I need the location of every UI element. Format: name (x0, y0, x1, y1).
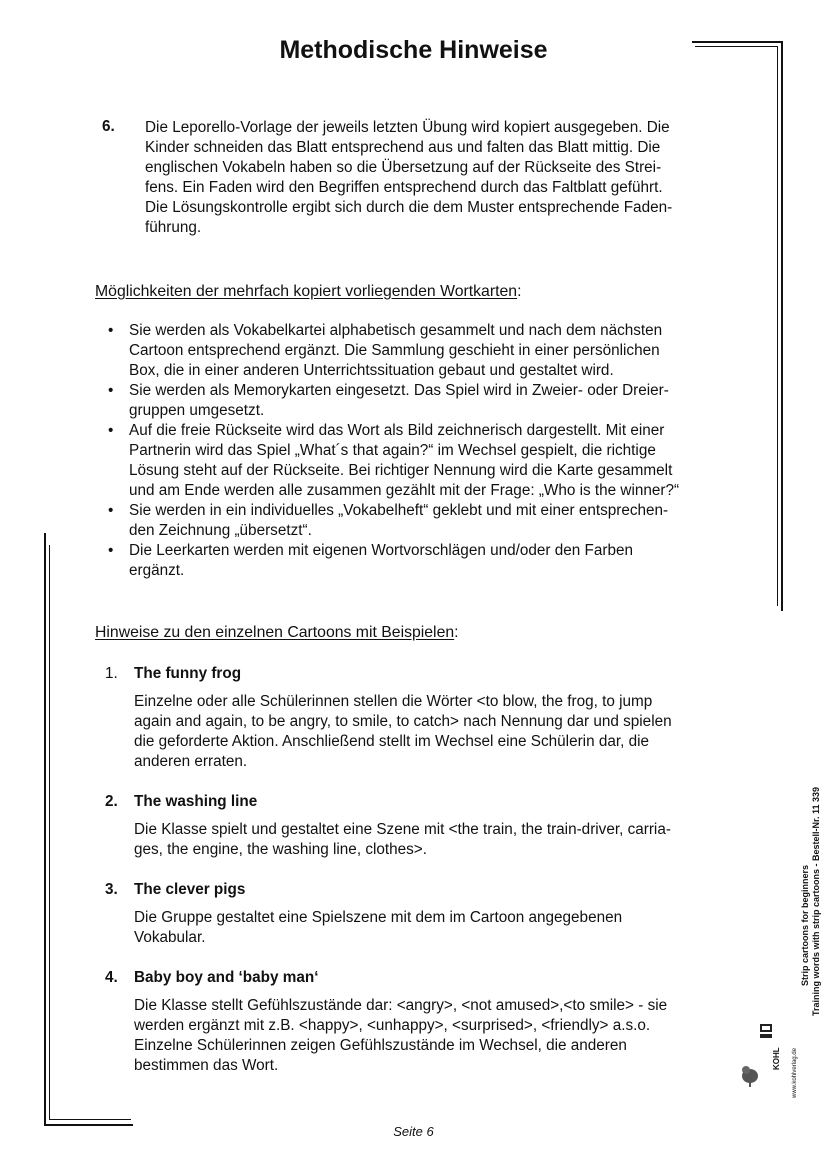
cartoon-description (134, 820, 724, 860)
cartoon-item-4 (105, 968, 725, 1076)
text-line: bestimmen das Wort. (134, 1057, 279, 1074)
text-line: Lösung steht auf der Rückseite. Bei richtiger Nennung wird die Karte gesammelt (129, 462, 673, 479)
text-line: ergänzt. (129, 562, 185, 579)
section-heading-cartoons (95, 624, 459, 642)
sidebar-line-1: Strip cartoons for beginners (800, 864, 810, 986)
bullet-icon: • (108, 542, 114, 559)
text-line: Auf die freie Rückseite wird das Wort als Bild zeichnerisch dargestellt. Mit einer (129, 422, 665, 439)
text-line: Die Gruppe gestaltet eine Spielszene mit dem im Cartoon angegebenen (134, 909, 623, 926)
bullet-icon: • (108, 502, 114, 519)
list-item (108, 541, 728, 581)
cartoon-number: 4. (105, 969, 118, 986)
text-line: again and again, to be angry, to smile, to catch> nach Nennung dar und spielen (134, 713, 672, 730)
step-6-paragraph (145, 118, 735, 238)
text-line: Die Klasse spielt und gestaltet eine Szene mit <the train, the train-driver, carria- (134, 821, 671, 838)
cartoon-number: 1. (105, 665, 118, 682)
heading-colon: : (454, 624, 459, 641)
text-line: den Zeichnung „übersetzt“. (129, 522, 312, 539)
text-line: anderen erraten. (134, 753, 248, 770)
text-line: und am Ende werden alle zusammen gezählt mit der Frage: „Who is the winner?“ (129, 482, 680, 499)
page-title: Methodische Hinweise (279, 36, 548, 64)
step-number: 6. (102, 118, 115, 135)
section-heading-wortkarten (95, 283, 521, 301)
tree-logo-icon (740, 1018, 790, 1090)
text-line: englischen Vokabeln haben so die Übersetzung auf der Rückseite des Strei- (145, 159, 662, 176)
cartoon-number: 2. (105, 793, 118, 810)
cartoon-item-1 (105, 664, 725, 772)
text-line: Vokabular. (134, 929, 206, 946)
text-line: die geforderte Aktion. Anschließend stellt im Wechsel eine Schülerin dar, die (134, 733, 649, 750)
cartoon-title: The washing line (134, 793, 258, 810)
text-line: Einzelne Schülerinnen zeigen Gefühlszustände im Wechsel, die anderen (134, 1037, 627, 1054)
text-line: Partnerin wird das Spiel „What´s that again?“ im Wechsel gespielt, die richtige (129, 442, 656, 459)
sidebar-product-info (800, 787, 822, 1016)
wortkarten-list (108, 321, 728, 581)
publisher-name: KOHL (772, 1047, 781, 1070)
cartoon-number: 3. (105, 881, 118, 898)
frame-line-top-right-v2 (777, 46, 778, 606)
page-number: Seite 6 (393, 1124, 434, 1139)
cartoon-description (134, 908, 724, 948)
cartoon-title: The clever pigs (134, 881, 246, 898)
text-line: Sie werden als Vokabelkartei alphabetisch gesammelt und nach dem nächsten (129, 322, 663, 339)
heading-text: Hinweise zu den einzelnen Cartoons mit Beispielen (95, 624, 455, 641)
text-line: Cartoon entsprechend ergänzt. Die Sammlung geschieht in einer persönlichen (129, 342, 660, 359)
frame-line-bottom-left-v1 (44, 533, 46, 1126)
text-line: Die Leerkarten werden mit eigenen Wortvorschlägen und/oder den Farben (129, 542, 633, 559)
text-line: Die Leporello-Vorlage der jeweils letzten Übung wird kopiert ausgegeben. Die (145, 119, 670, 136)
text-line: ges, the engine, the washing line, clothes>. (134, 841, 427, 858)
text-line: Sie werden als Memorykarten eingesetzt. Das Spiel wird in Zweier- oder Dreier- (129, 382, 669, 399)
list-item (108, 321, 728, 381)
bullet-icon: • (108, 322, 114, 339)
text-line: Box, die in einer anderen Unterrichtssituation gebaut und gestaltet wird. (129, 362, 614, 379)
list-item (108, 501, 728, 541)
cartoon-description (134, 692, 724, 772)
frame-line-bottom-left-h2 (49, 1119, 131, 1120)
bullet-icon: • (108, 382, 114, 399)
sidebar-line-2: Training words with strip cartoons - Bestell-Nr. 11 339 (811, 786, 821, 1016)
text-line: gruppen umgesetzt. (129, 402, 265, 419)
text-line: Sie werden in ein individuelles „Vokabelheft“ geklebt und mit einer entsprechen- (129, 502, 669, 519)
cartoon-item-3 (105, 880, 725, 948)
frame-line-top-right-v1 (781, 41, 783, 611)
text-line: Kinder schneiden das Blatt entsprechend aus und falten das Blatt mittig. Die (145, 139, 661, 156)
text-line: Einzelne oder alle Schülerinnen stellen die Wörter <to blow, the frog, to jump (134, 693, 653, 710)
text-line: fens. Ein Faden wird den Begriffen entsprechend durch das Faltblatt geführt. (145, 179, 663, 196)
list-item (108, 381, 728, 421)
cartoon-item-2 (105, 792, 725, 860)
text-line: führung. (145, 219, 202, 236)
text-line: Die Lösungskontrolle ergibt sich durch die dem Muster entsprechende Faden- (145, 199, 673, 216)
list-item (108, 421, 728, 501)
publisher-url: www.kohlverlag.de (792, 1047, 798, 1098)
cartoon-description (134, 996, 724, 1076)
heading-colon: : (517, 283, 522, 300)
bullet-icon: • (108, 422, 114, 439)
cartoon-title: The funny frog (134, 665, 242, 682)
cartoon-title: Baby boy and ‘baby man‘ (134, 969, 319, 986)
text-line: Die Klasse stellt Gefühlszustände dar: <angry>, <not amused>,<to smile> - sie (134, 997, 668, 1014)
heading-text: Möglichkeiten der mehrfach kopiert vorliegenden Wortkarten (95, 283, 518, 300)
frame-line-bottom-left-v2 (49, 545, 50, 1120)
text-line: werden ergänzt mit z.B. <happy>, <unhappy>, <surprised>, <friendly> a.s.o. (134, 1017, 651, 1034)
